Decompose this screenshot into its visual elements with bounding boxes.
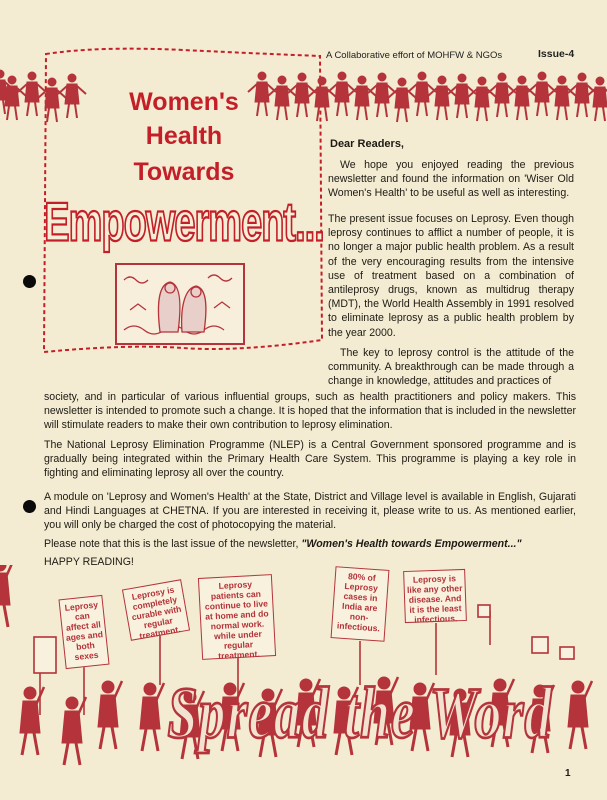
paragraph-nlep: The National Leprosy Elimination Programme (NLEP) is a Central Government sponsored programme and is gradually being integrated within the Primary Health Care System. This programme is playing a key role in fighting and eliminating leprosy all over the country.	[44, 439, 576, 480]
binder-hole	[23, 275, 36, 288]
last-issue-text: Please note that this is the last issue of the newsletter,	[44, 538, 299, 550]
paragraph-module: A module on 'Leprosy and Women's Health' at the State, District and Village level is available in English, Gujarati and Hindi Languages at CHETNA. If you are interested in receiving it, please write to us. As mentioned earlier, you will only be charged the cost of photocopying the material.	[44, 491, 576, 532]
masthead-line-womens: Women's	[129, 88, 239, 116]
placard-live-at-home: Leprosy patients can continue to live at home and do normal work. while under regular treatment.	[198, 574, 276, 660]
two-women-illustration	[110, 260, 250, 350]
paragraph-key: The key to leprosy control is the attitude of the community. A breakthrough can be made through a change in knowledge, attitudes and practices of	[328, 347, 574, 388]
placard-non-infectious: 80% of Leprosy cases in India are non-infectious.	[331, 566, 390, 642]
masthead-line-towards: Towards	[133, 158, 235, 186]
binder-hole	[23, 500, 36, 513]
paragraph-intro: We hope you enjoyed reading the previous newsletter and found the information on 'Wiser Old Women's Health' to be useful as well as interesting.	[328, 159, 574, 200]
greeting: Dear Readers,	[330, 138, 404, 150]
spread-the-word-banner: Spread the Word	[167, 672, 553, 754]
masthead-empowerment	[44, 191, 324, 254]
newsletter-title: "Women's Health towards Empowerment..."	[301, 538, 522, 550]
placard-least-infectious: Leprosy is like any other disease. And it is the least infectious.	[403, 569, 467, 623]
paragraph-society: society, and in particular of various influential groups, such as health practitioners and policy makers. This newsletter is intended to promote such a change. It is hoped that the information that is included in the newsletter will stimulate readers to make their own contribution to leprosy elimination.	[44, 391, 576, 432]
issue-number: Issue-4	[538, 48, 575, 60]
masthead-line-empowerment: Empowerment...	[44, 191, 324, 253]
closing: HAPPY READING!	[44, 556, 134, 568]
paragraph-last-issue	[44, 537, 576, 551]
placard-curable: Leprosy is completely curable with regular treatment.	[122, 579, 190, 641]
masthead-line-health: Health	[145, 122, 223, 150]
placard-all-ages: Leprosy can affect all ages and both sexes	[58, 595, 109, 669]
collaboration-line: A Collaborative effort of MOHFW & NGOs	[326, 50, 503, 61]
paragraph-focus: The present issue focuses on Leprosy. Even though leprosy continues to afflict a number of people, it is no longer a major public health problem. As a result of the very encouraging results from the intensive use of treatment based on a combination of antileprosy drugs, known as multidrug therapy (MDT), the World Health Assembly in 1991 resolved to eliminate leprosy as a public health problem by the year 2000.	[328, 213, 574, 339]
page-number: 1	[565, 768, 571, 779]
